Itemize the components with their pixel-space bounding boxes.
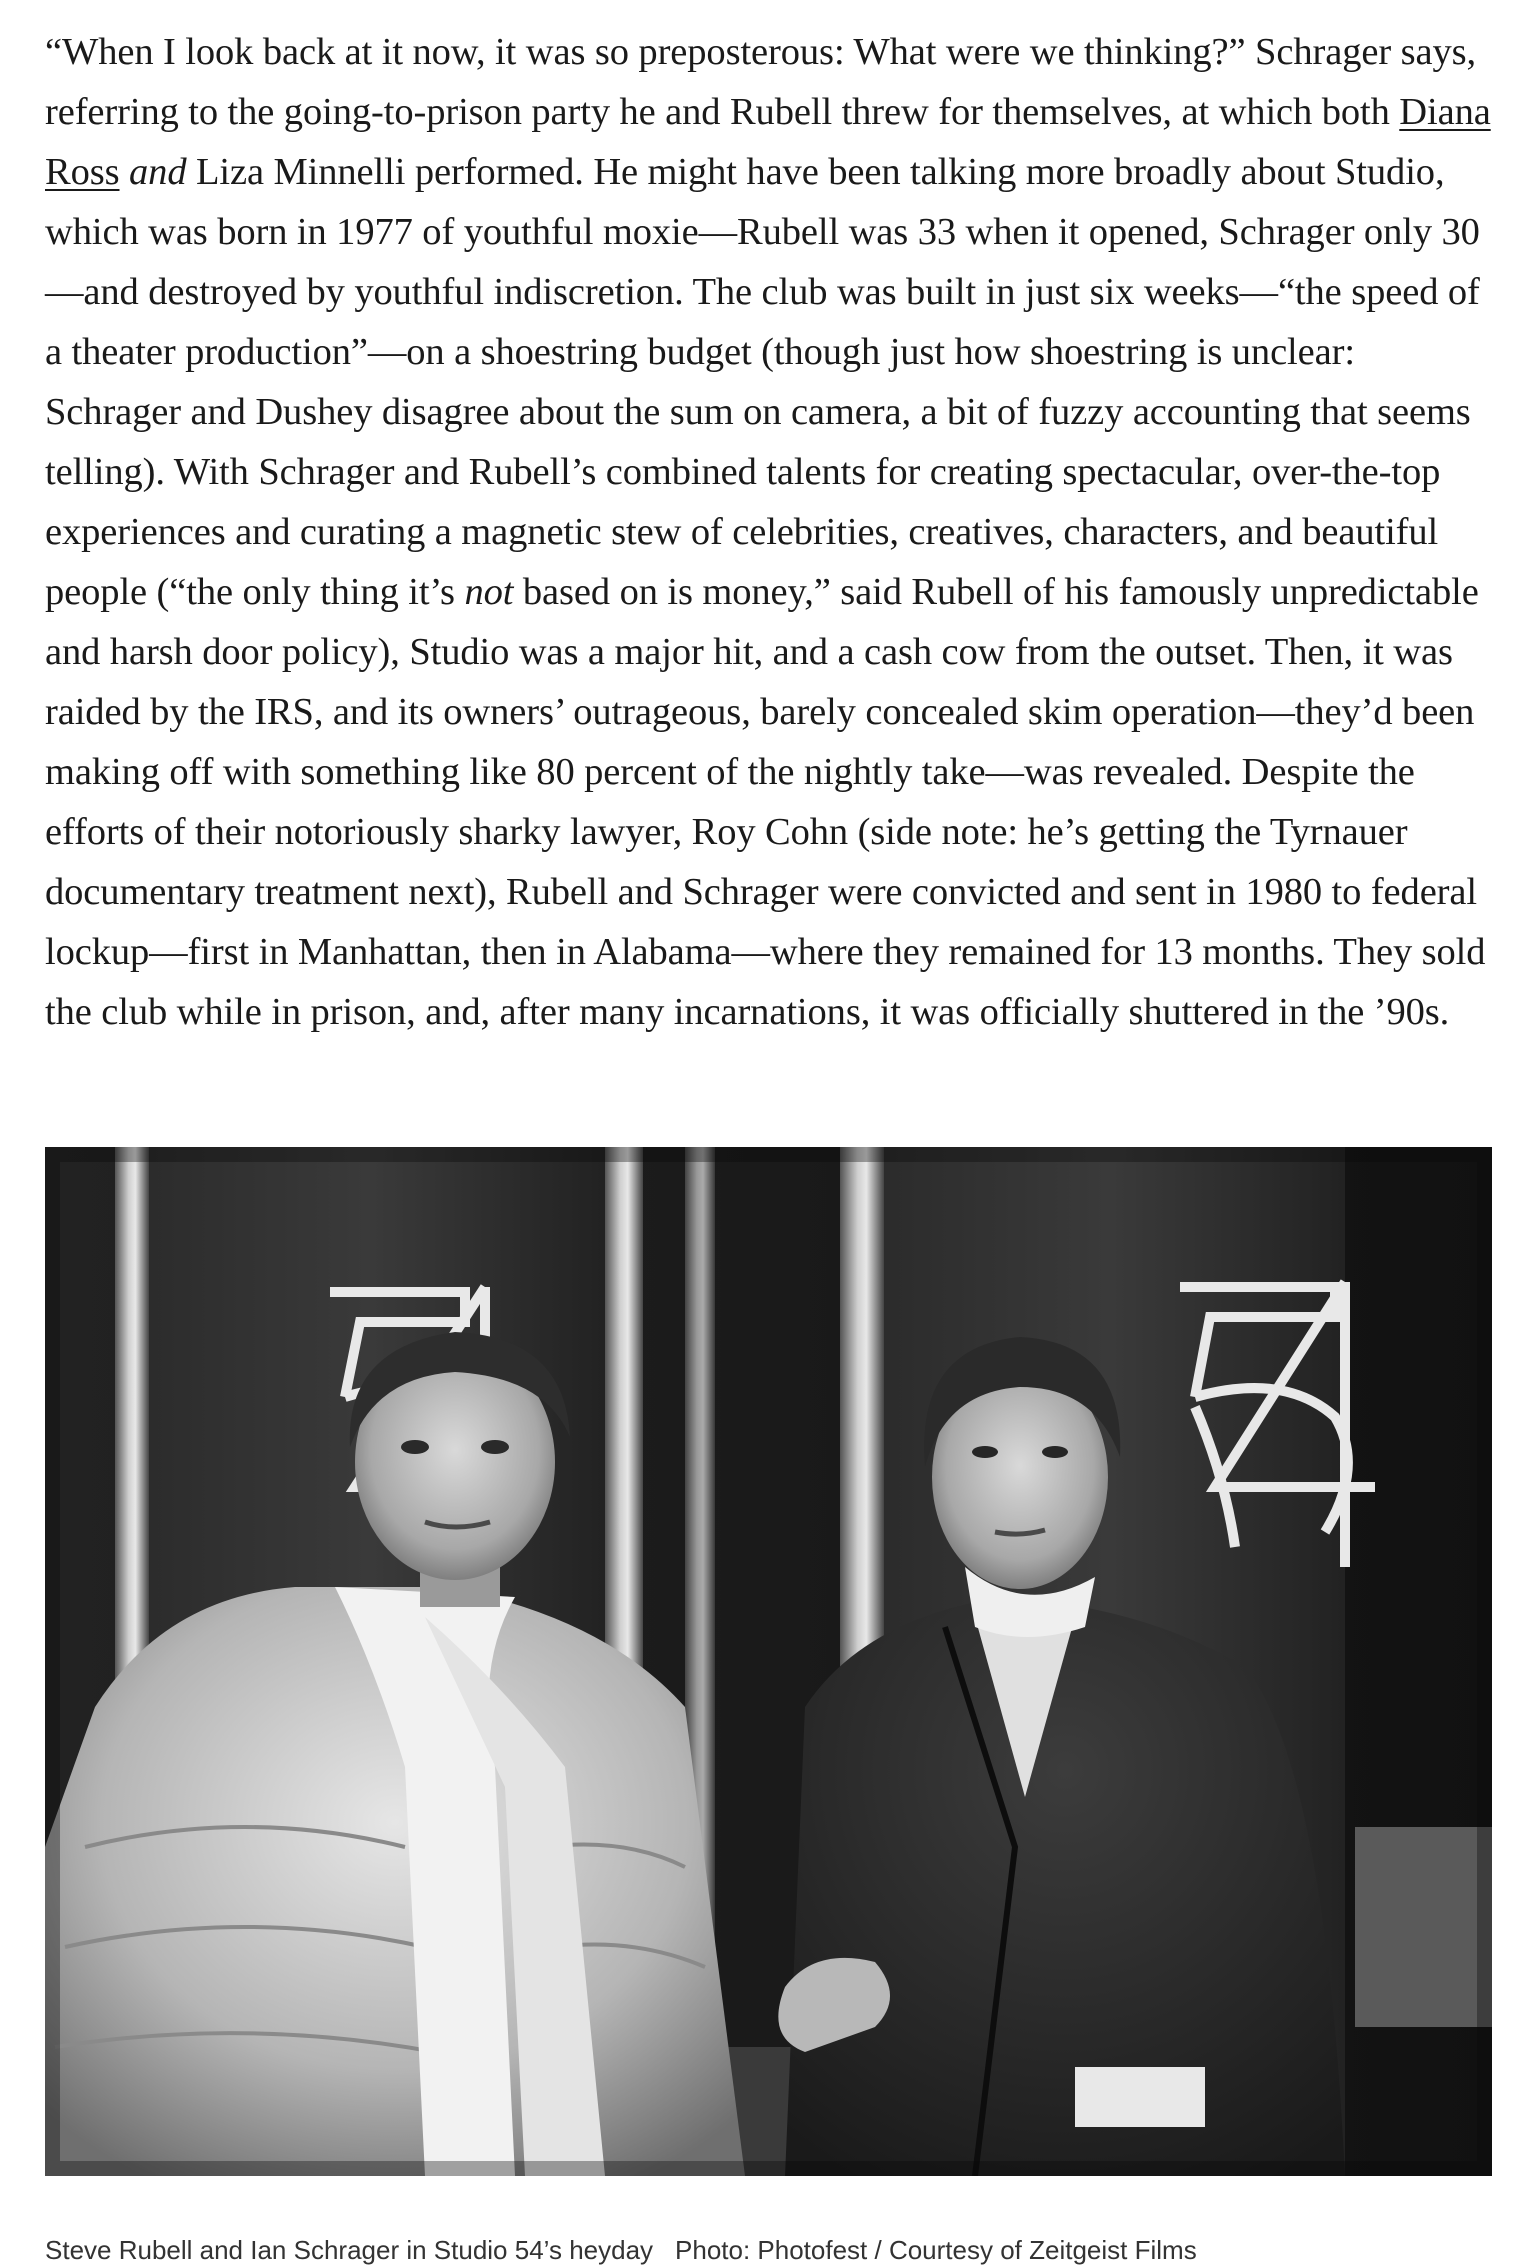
diana-ross-link[interactable]: Diana Ross: [45, 91, 1491, 193]
figure-caption: [45, 2235, 1197, 2266]
paragraph-text-1: “When I look back at it now, it was so preposterous: What were we thinking?” Schrager says, referring to the going-to-prison party he and Rubell threw for themselves, at which both: [45, 31, 1477, 133]
paragraph-text-2: Liza Minnelli performed. He might have been talking more broadly about Studio, which was born in 1977 of youthful moxie—Rubell was 33 when it opened, Schrager only 30—and destroyed by youthful indiscretion. The club was built in just six weeks—“the speed of a theater production”—on a shoestring budget (though just how shoestring is unclear: Schrager and Dushey disagree about the sum on camera, a bit of fuzzy accounting that seems telling). With Schrager and Rubell’s combined talents for creating spectacular, over-the-top experiences and curating a magnetic stew of celebrities, creatives, characters, and beautiful people (“the only thing it’s: [45, 151, 1480, 613]
caption-text: Steve Rubell and Ian Schrager in Studio 54’s heyday: [45, 2235, 654, 2265]
photo-credit: Photo: Photofest / Courtesy of Zeitgeist Films: [675, 2235, 1197, 2265]
emphasis-and: and: [129, 151, 187, 193]
photo-rubell-schrager[interactable]: [45, 1147, 1492, 2176]
emphasis-not: not: [464, 571, 514, 613]
article-body: [45, 22, 1495, 1042]
article-paragraph: [45, 22, 1495, 1042]
paragraph-text-3: based on is money,” said Rubell of his famously unpredictable and harsh door policy), Studio was a major hit, and a cash cow from the outset. Then, it was raided by the IRS, and its owners’ outrageous, barely concealed skim operation—they’d been making off with something like 80 percent of the nightly take—was revealed. Despite the efforts of their notoriously sharky lawyer, Roy Cohn (side note: he’s getting the Tyrnauer documentary treatment next), Rubell and Schrager were convicted and sent in 1980 to federal lockup—first in Manhattan, then in Alabama—where they remained for 13 months. They sold the club while in prison, and, after many incarnations, it was officially shuttered in the ’90s.: [45, 571, 1486, 1033]
article-figure: [45, 1147, 1492, 2265]
